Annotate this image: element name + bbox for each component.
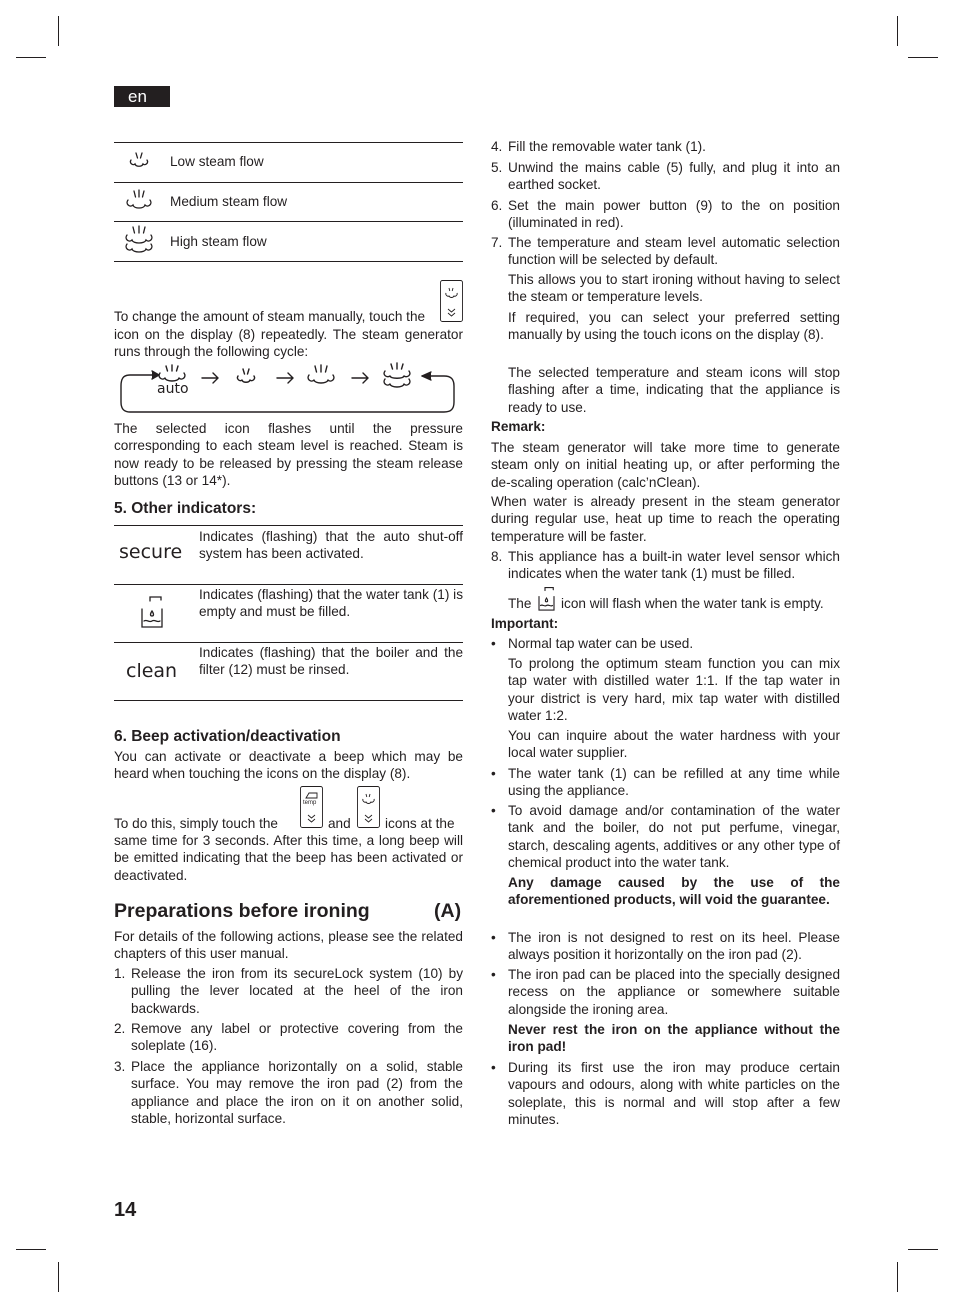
list-number: 1.	[114, 966, 126, 981]
low-steam-icon	[128, 150, 150, 172]
bullet-warning: Any damage caused by the use of the aforementioned products, will void the guarantee.	[508, 875, 840, 908]
table-rule	[114, 642, 463, 643]
important-label: Important:	[491, 616, 559, 631]
crop-mark	[58, 16, 59, 46]
step7-paragraph: If required, you can select your preferred setting manually by using the touch icons on the display (8).	[508, 310, 840, 343]
beep-rest: same time for 3 seconds. After this time, a long beep will be emitted indicating that the beep has been activated or deactivated.	[114, 833, 463, 883]
water-tank-icon	[537, 586, 556, 613]
bullet-text: During its first use the iron may produce certain vapours and odours, along with white particles on the soleplate, this is normal and will stop after a few minutes.	[508, 1060, 840, 1128]
list-text: Place the appliance horizontally on a solid, stable surface. You may remove the iron pad (2) from the appliance and place the iron on it on another solid, stable, horizontal surface.	[131, 1059, 463, 1127]
list-text: Remove any label or protective covering from the soleplate (16).	[131, 1021, 463, 1054]
crop-mark	[908, 57, 938, 58]
step8-suffix: icon will flash when the water tank is empty.	[561, 596, 824, 611]
bullet-marker: •	[491, 1060, 496, 1075]
list-number: 3.	[114, 1059, 126, 1074]
beep-touch-prefix: To do this, simply touch the	[114, 816, 278, 831]
crop-mark	[897, 1262, 898, 1292]
table-rule	[114, 525, 463, 526]
remark-label: Remark:	[491, 419, 546, 434]
bullet-marker: •	[491, 636, 496, 651]
language-tab: en	[114, 86, 170, 107]
bullet-paragraph: To prolong the optimum steam function you can mix tap water with distilled water 1:1. If the tap water in your district is very hard, mix tap water with distilled water 1:2.	[508, 656, 840, 724]
list-number: 6.	[491, 198, 503, 213]
temp-button-icon	[300, 786, 323, 828]
list-text: Fill the removable water tank (1).	[508, 139, 706, 154]
beep-intro: You can activate or deactivate a beep which may be heard when touching the icons on the display (8).	[114, 749, 463, 782]
high-steam-icon	[123, 225, 155, 257]
bullet-marker: •	[491, 803, 496, 818]
step7-paragraph: The selected temperature and steam icons will stop flashing after a time, indicating that the appliance is ready to use.	[508, 365, 840, 415]
other-indicators-heading: 5. Other indicators:	[114, 500, 257, 517]
beep-heading: 6. Beep activation/deactivation	[114, 728, 341, 745]
list-number: 5.	[491, 160, 503, 175]
indicator-text: Indicates (flashing) that the water tank (1) is empty and must be filled.	[199, 587, 463, 620]
list-number: 7.	[491, 235, 503, 250]
bullet-text: The iron is not designed to rest on its heel. Please always position it horizontally on the iron pad (2).	[508, 930, 840, 963]
bullet-text: The iron pad can be placed into the specially designed recess on the appliance or somewhere suitable alongside the ironing area.	[508, 967, 840, 1017]
water-tank-icon	[140, 595, 164, 631]
bullet-warning: Never rest the iron on the appliance without the iron pad!	[508, 1022, 840, 1055]
steam-button-icon	[440, 280, 463, 322]
secure-symbol: secure	[119, 541, 183, 563]
crop-mark	[897, 16, 898, 46]
list-number: 2.	[114, 1021, 126, 1036]
steam-label: High steam flow	[170, 234, 267, 249]
steam-button-icon	[357, 786, 380, 828]
table-rule	[114, 261, 463, 262]
step8-prefix: The	[508, 596, 532, 611]
table-rule	[114, 221, 463, 222]
medium-steam-icon	[124, 188, 154, 214]
table-rule	[114, 700, 463, 701]
list-text: Unwind the mains cable (5) fully, and plug it into an earthed socket.	[508, 160, 840, 193]
bullet-marker: •	[491, 930, 496, 945]
indicator-text: Indicates (flashing) that the auto shut-off system has been activated.	[199, 529, 463, 562]
table-rule	[114, 142, 463, 143]
preparations-ref: (A)	[434, 900, 462, 922]
steam-change-text: icon on the display (8) repeatedly. The steam generator runs through the following cycle:	[114, 327, 463, 360]
remark-paragraph: When water is already present in the steam generator during regular use, heat up time to reach the operating temperature will be faster.	[491, 494, 840, 544]
remark-paragraph: The steam generator will take more time to generate steam only on initial heating up, or after performing the de-scaling operation (calc’nClean).	[491, 440, 840, 490]
cycle-auto-label: auto	[157, 381, 189, 397]
list-text: The temperature and steam level automatic selection function will be selected by default.	[508, 235, 840, 268]
bullet-text: To avoid damage and/or contamination of the water tank and the boiler, do not put perfume, vinegar, starch, descaling agents, additives or any other type of chemical product into the water tank.	[508, 803, 840, 871]
indicator-text: Indicates (flashing) that the boiler and the filter (12) must be rinsed.	[199, 645, 463, 678]
list-number: 8.	[491, 549, 503, 564]
beep-touch-and: and	[328, 816, 351, 831]
steam-label: Medium steam flow	[170, 194, 288, 209]
preparations-intro: For details of the following actions, please see the related chapters of this user manual.	[114, 929, 463, 962]
crop-mark	[16, 1249, 46, 1250]
preparations-heading: Preparations before ironing	[114, 900, 370, 922]
crop-mark	[58, 1262, 59, 1292]
clean-symbol: clean	[126, 660, 178, 682]
list-number: 4.	[491, 139, 503, 154]
steam-label: Low steam flow	[170, 154, 264, 169]
crop-mark	[16, 57, 46, 58]
table-rule	[114, 182, 463, 183]
list-text: Release the iron from its secureLock system (10) by pulling the lever located at the heel of the iron backwards.	[131, 966, 463, 1016]
temp-icon-label: temp	[303, 800, 317, 806]
list-text: This appliance has a built-in water level sensor which indicates when the water tank (1) must be filled.	[508, 549, 840, 582]
bullet-text: The water tank (1) can be refilled at any time while using the appliance.	[508, 766, 840, 799]
crop-mark	[908, 1249, 938, 1250]
table-rule	[114, 584, 463, 585]
step7-paragraph: This allows you to start ironing without having to select the steam or temperature levels.	[508, 272, 840, 305]
steam-flash-text: The selected icon flashes until the pressure corresponding to each steam level is reached. Steam is now ready to be released by pressing the steam release buttons (13 or 14*).	[114, 421, 463, 489]
list-text: Set the main power button (9) to the on position (illuminated in red).	[508, 198, 840, 231]
bullet-text: Normal tap water can be used.	[508, 636, 694, 651]
bullet-marker: •	[491, 766, 496, 781]
beep-touch-suffix: icons at the	[385, 816, 455, 831]
steam-change-text-start: To change the amount of steam manually, touch the	[114, 309, 426, 324]
bullet-marker: •	[491, 967, 496, 982]
page-number: 14	[114, 1199, 137, 1221]
bullet-paragraph: You can inquire about the water hardness with your local water supplier.	[508, 728, 840, 761]
